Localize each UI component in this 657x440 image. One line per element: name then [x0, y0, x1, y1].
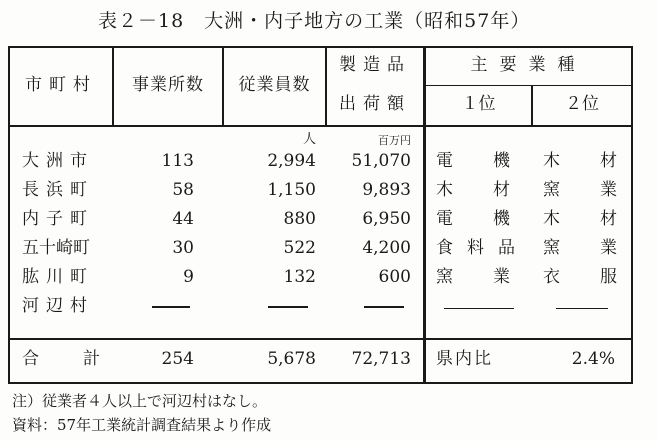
header-municipality: 市町村 — [25, 75, 97, 95]
table-title: 表２－18 大洲・内子地方の工業（昭和57年） — [98, 10, 531, 32]
row-establishments: 9 — [183, 267, 194, 287]
row-rank2: 窯業 — [543, 238, 657, 258]
rule-bottom — [8, 382, 633, 384]
row-rank2: 窯業 — [543, 180, 657, 200]
unit-employees: 人 — [302, 132, 316, 147]
row-establishments: 58 — [172, 180, 194, 200]
row-name: 五十崎町 — [22, 238, 90, 258]
total-label: 合計 — [22, 349, 144, 369]
row-establishments: 30 — [172, 238, 194, 258]
row-employees: 1,150 — [267, 180, 316, 200]
row-shipment: 600 — [378, 267, 411, 287]
row-shipment: 51,070 — [351, 151, 411, 171]
header-establishments: 事業所数 — [132, 75, 204, 95]
rule-top — [8, 46, 633, 48]
row-establishments: 113 — [161, 151, 194, 171]
row-shipment: 9,893 — [362, 180, 411, 200]
row-rank1: 電機 — [436, 209, 550, 229]
header-shipment-line2: 出荷額 — [339, 94, 411, 114]
header-major-industries: 主要業種 — [470, 55, 587, 75]
total-employees: 5,678 — [267, 349, 316, 369]
row-name: 河辺村 — [22, 296, 94, 316]
row-employees: 2,994 — [267, 151, 316, 171]
dash-rank1 — [444, 308, 514, 309]
header-employees: 従業員数 — [238, 75, 311, 95]
dash-shipment — [364, 306, 404, 308]
footnote: 注）従業者４人以上で河辺村はなし。 — [12, 392, 268, 410]
unit-shipment: 百万円 — [378, 134, 411, 147]
row-shipment: 4,200 — [362, 238, 411, 258]
row-rank2: 衣服 — [543, 267, 657, 287]
row-establishments: 44 — [172, 209, 194, 229]
header-rank2: ２位 — [565, 94, 599, 114]
row-employees: 132 — [283, 267, 316, 287]
row-employees: 522 — [283, 238, 316, 258]
row-rank1: 食料品 — [436, 238, 529, 258]
row-name: 肱川町 — [22, 267, 94, 287]
rule-total-top — [8, 338, 633, 340]
header-shipment-line1: 製造品 — [339, 55, 411, 75]
row-shipment: 6,950 — [362, 209, 411, 229]
dash-rank2 — [556, 308, 608, 309]
total-shipment: 72,713 — [351, 349, 411, 369]
industry-table — [8, 46, 657, 384]
row-name: 長浜町 — [22, 180, 94, 200]
row-name: 内子町 — [22, 209, 94, 229]
row-name: 大洲市 — [22, 151, 94, 171]
total-ratio-value: 2.4% — [571, 349, 615, 369]
row-rank1: 木材 — [436, 180, 550, 200]
rule-rank-header — [425, 85, 633, 86]
rule-header-bottom — [8, 125, 633, 127]
total-establishments: 254 — [161, 349, 194, 369]
row-employees: 880 — [283, 209, 316, 229]
dash-establishments — [152, 306, 190, 308]
source-note: 資料：57年工業統計調査結果より作成 — [12, 416, 272, 434]
row-rank1: 電機 — [436, 151, 550, 171]
row-rank1: 窯業 — [436, 267, 550, 287]
header-rank1: １位 — [461, 94, 496, 114]
row-rank2: 木材 — [543, 151, 657, 171]
dash-employees — [268, 306, 308, 308]
total-ratio-label: 県内比 — [436, 349, 493, 369]
row-rank2: 木材 — [543, 209, 657, 229]
rule-left — [8, 46, 10, 384]
